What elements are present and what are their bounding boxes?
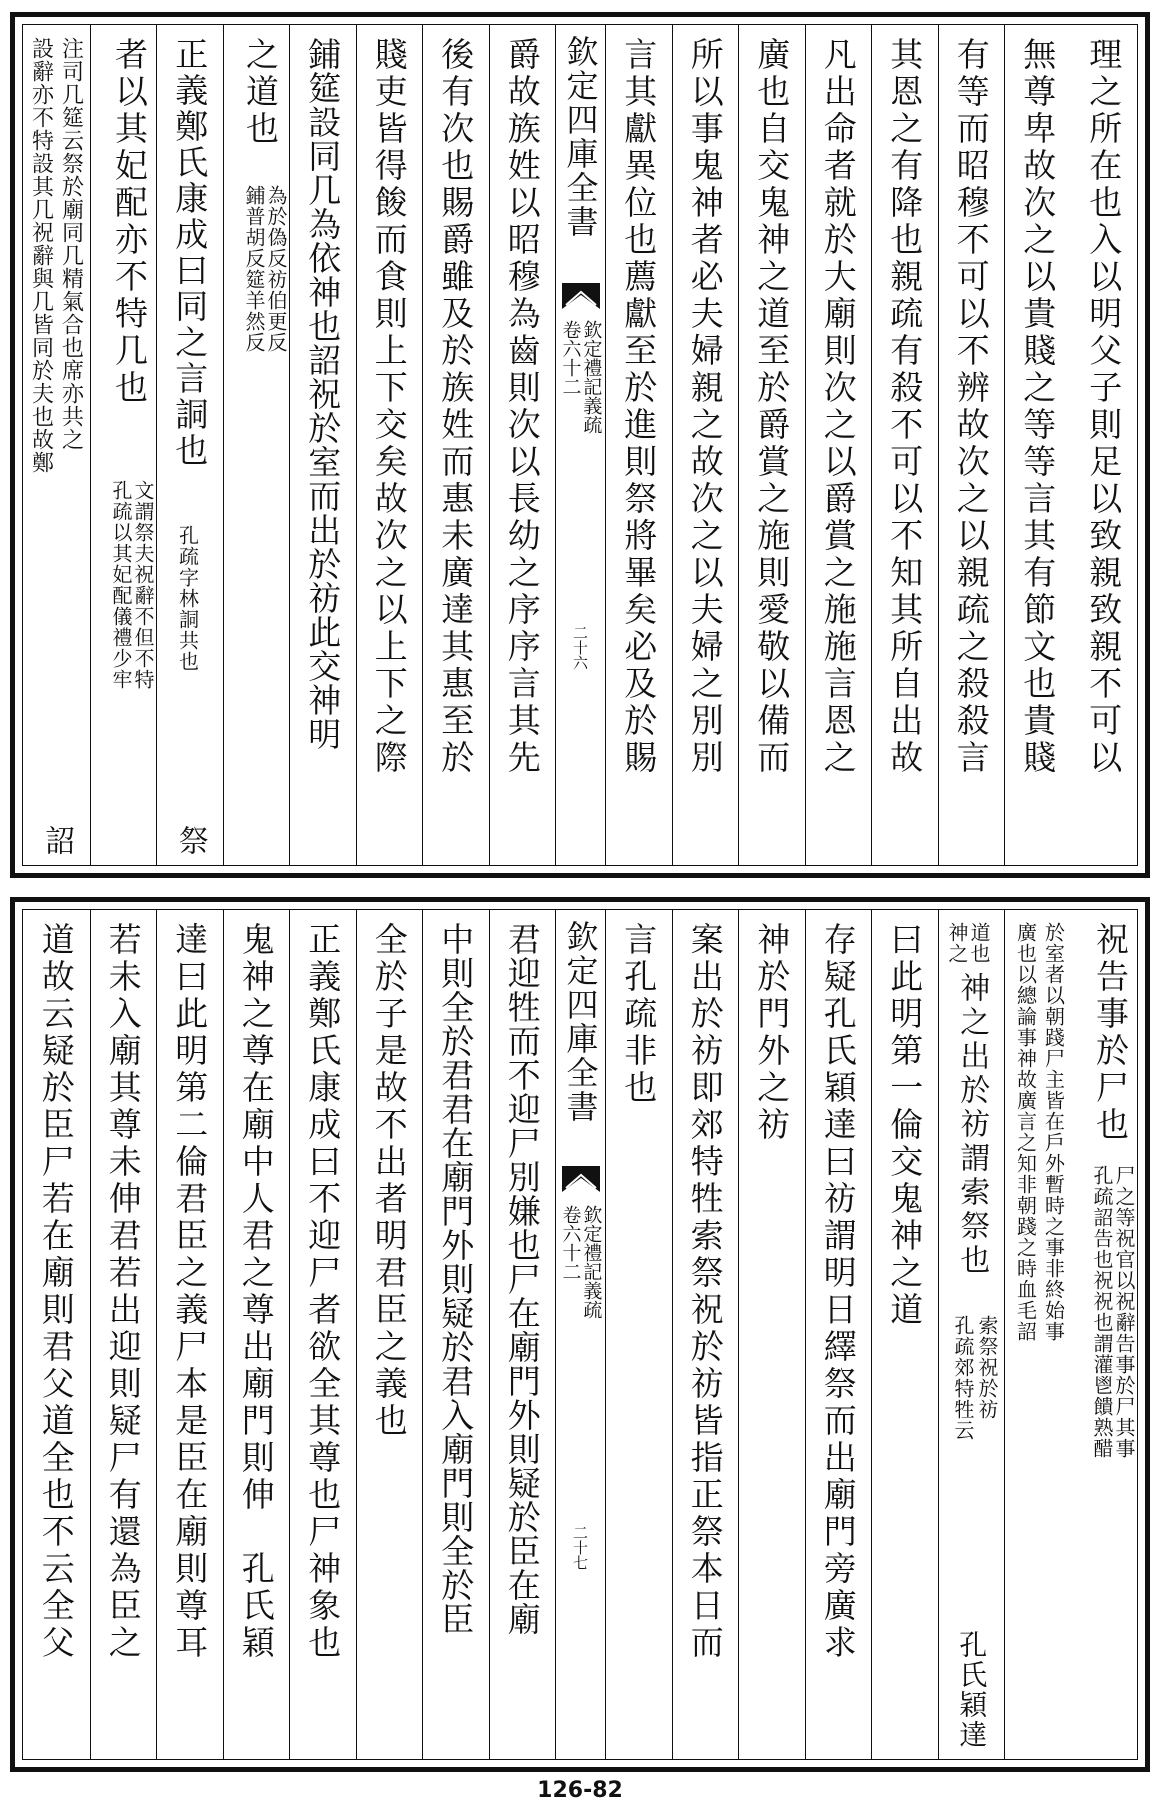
subtitle-line: 欽定禮記義疏 [580,1205,603,1319]
text-column [605,910,672,1759]
text-column [356,910,423,1759]
main-text: 凡出命者就於大廟則次之以爵賞之施施言恩之 [818,37,858,777]
main-text: 神之出於祊謂索祭也 [954,972,990,1278]
book-title: 欽定四庫全書 [561,35,600,239]
main-text: 廣也自交鬼神之道至於爵賞之施則愛敬以備而 [752,37,792,777]
main-text: 正義鄭氏康成曰同之言詷也 [170,37,210,469]
text-column [938,910,1005,1759]
main-text: 祭 [172,825,208,859]
fishtail-mark-icon [562,1166,600,1192]
text-column [805,910,872,1759]
main-text: 爵故族姓以昭穆為齒則次以長幼之序序言其先 [502,37,542,777]
text-column [223,910,290,1759]
commentary-note: 索祭祝於祊 [975,1315,999,1420]
folio-number: 二十六 [571,625,589,670]
main-text: 君迎牲而不迎尸別嫌也尸在廟門外則疑於臣在廟 [502,922,542,1636]
main-text: 正義鄭氏康成曰不迎尸者欲全其尊也尸神象也 [303,922,343,1662]
main-text: 理之所在也入以明父子則足以致親致親不可以 [1084,37,1124,777]
commentary-note: 廣也以總論事神故廣言之知非朝踐之時血毛詔 [1013,922,1038,1342]
main-text: 所以事鬼神者必夫婦親之故次之以夫婦之別別 [685,37,725,777]
fishtail-mark-icon [562,283,600,309]
text-column [672,25,739,865]
book-title: 欽定四庫全書 [561,920,600,1124]
main-text: 有等而昭穆不可以不辨故次之以親疏之殺殺言 [951,37,991,777]
volume-subtitle [560,1205,602,1319]
main-text: 道故云疑於臣尸若在廟則君父道全也不云全父 [36,922,76,1662]
main-text: 曰此明第一倫交鬼神之道 [885,922,925,1329]
main-text: 其恩之有降也親疏有殺不可以不知其所自出故 [885,37,925,777]
text-column [1004,910,1071,1759]
text-column [489,25,556,865]
center-banxin [555,25,605,865]
main-text: 案出於祊即郊特牲索祭祝於祊皆指正祭本日而 [685,922,725,1662]
main-text: 者以其妃配亦不特几也 [110,37,149,407]
commentary-note: 文謂祭夫祝辭不但不特 [131,480,155,690]
commentary-note: 尸之等祝官以祝辭告事於尸其事 [1112,1165,1136,1459]
main-text: 後有次也賜爵雖及於族姓而惠未廣達其惠至於 [436,37,476,777]
commentary-note: 注司几筵云祭於廟同几精氣合也席亦共之 [58,37,84,451]
main-text: 無尊卑故次之以貴賤之等等言其有節文也貴賤 [1018,37,1058,777]
main-text: 言其獻異位也薦獻至於進則祭將畢矣必及於賜 [619,37,659,777]
commentary-note: 孔疏郊特牲云 [951,1315,975,1441]
main-text: 鋪筵設同几為依神也詔祝於室而出於祊此交神明 [303,37,343,751]
main-text: 存疑孔氏穎達曰祊謂明日繹祭而出廟門旁廣求 [818,922,858,1662]
text-column [738,910,805,1759]
text-column [156,910,223,1759]
text-column [1071,910,1138,1759]
text-column [489,910,556,1759]
main-text: 之道也 [241,37,280,148]
main-text: 孔氏穎達 [955,1630,989,1750]
commentary-note: 孔疏字林詷共也 [175,525,200,672]
text-column [605,25,672,865]
text-column [422,25,489,865]
main-text: 達曰此明第二倫君臣之義尸本是臣在廟則尊耳 [170,922,210,1662]
main-text: 詔 [39,825,75,859]
commentary-note: 設辭亦不特設其几祝辭與几皆同於夫也故鄭 [28,37,54,474]
subtitle-line: 欽定禮記義疏 [580,320,603,434]
center-banxin [555,910,605,1759]
commentary-note: 孔疏以其妃配儀禮少牢 [109,480,133,690]
text-column [289,25,356,865]
footer-page-number: 126-82 [537,1778,623,1803]
main-text: 全於子是故不出者明君臣之義也 [369,922,409,1440]
text-column [90,25,157,865]
text-column [805,25,872,865]
column-grid-upper [23,25,1137,865]
text-column [223,25,290,865]
page-upper [10,12,1150,878]
text-column [871,25,938,865]
main-text: 言孔疏非也 [619,922,659,1107]
main-text: 若未入廟其尊未伸君若出迎則疑尸有還為臣之 [103,922,143,1662]
folio-number: 二十七 [571,1525,589,1570]
commentary-note: 神之 [945,922,969,964]
text-column [90,910,157,1759]
text-column [871,910,938,1759]
main-text: 祝告事於尸也 [1091,922,1130,1144]
main-text: 中則全於君君在廟門外則疑於君入廟門則全於臣 [436,922,476,1636]
commentary-note: 鋪普胡反筵羊然反 [242,185,266,353]
column-grid-lower [23,910,1137,1759]
text-column [23,910,90,1759]
subtitle-line: 卷六十二 [559,1205,582,1281]
commentary-note: 孔疏詔告也祝祝也謂灌鬯饋熟醋 [1090,1165,1114,1459]
text-column [1071,25,1138,865]
text-column [1004,25,1071,865]
text-column [356,25,423,865]
main-text: 鬼神之尊在廟中人君之尊出廟門則伸 孔氏穎 [236,922,276,1662]
main-text: 賤吏皆得餕而食則上下交矣故次之以上下之際 [369,37,409,777]
main-text: 神於門外之祊 [752,922,792,1144]
page-lower-frame [22,909,1138,1760]
text-column [156,25,223,865]
text-column [672,910,739,1759]
subtitle-line: 卷六十二 [559,320,582,396]
text-column [289,910,356,1759]
volume-subtitle [560,320,602,434]
page-upper-frame [22,24,1138,866]
commentary-note: 於室者以朝踐尸主皆在戶外暫時之事非終始事 [1041,922,1066,1342]
commentary-note: 道也 [967,922,991,964]
page-lower [10,897,1150,1772]
text-column [738,25,805,865]
text-column [938,25,1005,865]
commentary-note: 為於偽反祊伯更反 [264,185,288,353]
text-column [422,910,489,1759]
text-column [23,25,90,865]
